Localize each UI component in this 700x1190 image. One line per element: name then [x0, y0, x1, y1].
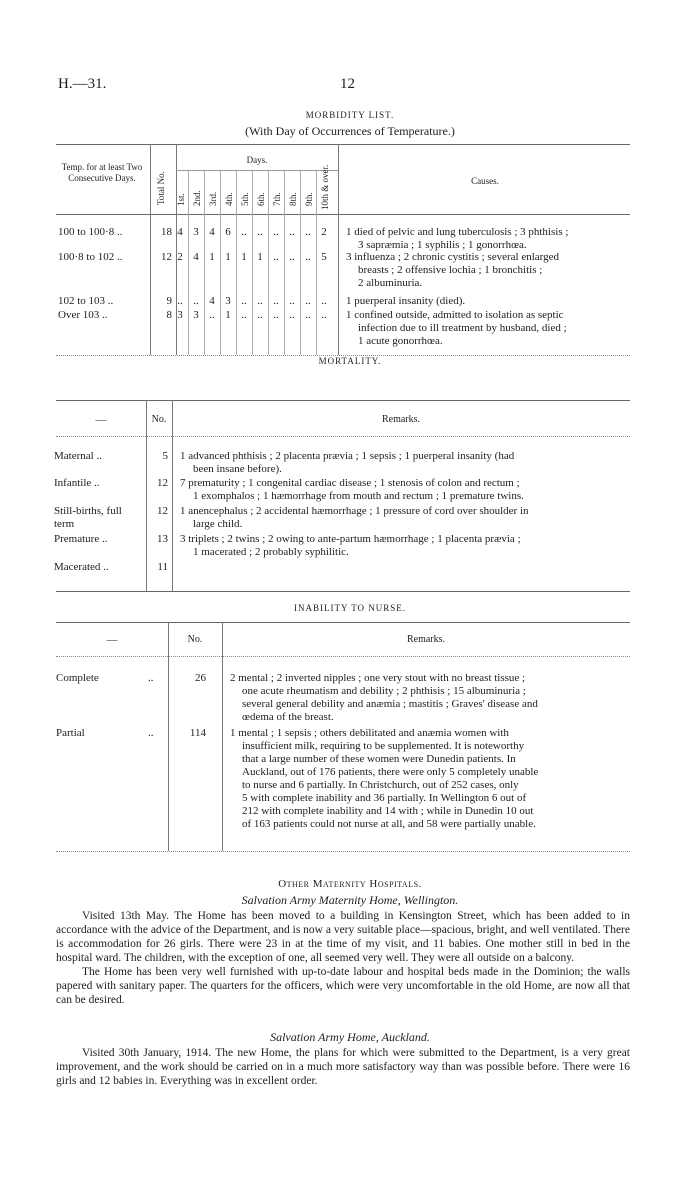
morbidity-day-count: 1 — [225, 251, 231, 263]
wellington-section — [56, 909, 630, 1007]
day-header: 9th. — [304, 192, 314, 206]
morbidity-day-count: 2 — [321, 226, 327, 238]
morbidity-cause-line: 1 acute gonorrhœa. — [358, 335, 443, 347]
morbidity-cause-line: 3 influenza ; 2 chronic cystitis ; several enlarged — [346, 251, 560, 263]
morbidity-day-count: 5 — [321, 251, 327, 263]
morbidity-day-count: 4 — [209, 295, 215, 307]
mortality-remark-line: 1 advanced phthisis ; 2 placenta prævia ; 1 sepsis ; 1 puerperal insanity (had — [180, 450, 515, 462]
day-header: 8th. — [288, 192, 298, 206]
inability-remark-line: œdema of the breast. — [242, 711, 334, 723]
mortality-count: 11 — [157, 561, 168, 573]
morbidity-day-count: 3 — [225, 295, 231, 307]
day-header: 3rd. — [208, 191, 218, 206]
inability-remark-line: 5 with complete inability and 36 partially. In Wellington 6 out of — [242, 792, 527, 804]
causes-column-header: Causes. — [471, 176, 499, 186]
wellington-heading: Salvation Army Maternity Home, Wellington. — [241, 893, 459, 907]
morbidity-day-count: 4 — [209, 226, 215, 238]
inability-remark-line: 1 mental ; 1 sepsis ; others debilitated and anæmia women with — [230, 727, 509, 739]
morbidity-day-count: .. — [241, 309, 247, 321]
morbidity-temp: 102 to 103 .. — [58, 295, 114, 307]
morbidity-day-count: .. — [257, 295, 263, 307]
auckland-paragraph-1: Visited 30th January, 1914. The new Home, the plans for which were submitted to the Department, is a very great improvement, and the work should be carried on in a much more satisfactory way than was possible before. There were 16 girls and 12 babies in. Everything was in excellent order. — [56, 1047, 630, 1087]
temp-column-header: Temp. for at least Two Consecutive Days. — [61, 162, 143, 183]
morbidity-day-count: .. — [289, 226, 295, 238]
mortality-remark-line: 1 anencephalus ; 2 accidental hæmorrhage ; 1 pressure of cord over shoulder in — [180, 505, 529, 517]
morbidity-temp: 100 to 100·8 .. — [58, 226, 123, 238]
inability-no-header: No. — [187, 634, 203, 645]
morbidity-day-count: .. — [273, 295, 279, 307]
inability-category: Partial — [56, 727, 85, 739]
inability-dots: .. — [148, 727, 154, 739]
other-hospitals-title: Other Maternity Hospitals. — [278, 878, 422, 890]
wellington-paragraph-2: The Home has been very well furnished with up-to-date labour and hospital beds made in the Dominion; the walls papered with sanitary paper. The quarters for the officers, which were very uncomfortable in the old Home, are now all that can be desired. — [56, 966, 630, 1006]
morbidity-day-count: .. — [289, 295, 295, 307]
inability-remark-line: of 163 patients could not nurse at all, and 58 were partially unable. — [242, 818, 536, 830]
inability-remark-line: 212 with complete inability and 14 with ; while in Dunedin 10 out — [242, 805, 534, 817]
morbidity-day-count: .. — [257, 309, 263, 321]
morbidity-day-count: 1 — [225, 309, 231, 321]
inability-count: 114 — [189, 727, 206, 739]
morbidity-subtitle: (With Day of Occurrences of Temperature.) — [245, 124, 455, 138]
day-header: 2nd. — [192, 190, 202, 206]
morbidity-day-count: .. — [193, 295, 199, 307]
inability-remark-line: Auckland, out of 176 patients, there were only 5 completely unable — [242, 766, 539, 778]
wellington-paragraph-1: Visited 13th May. The Home has been moved to a building in Kensington Street, which has been added to in accordance with the advice of the Department, and is now a very suitable place—spacious, bright, and well ventilated. There is accommodation for 26 girls. There were 23 in at the time of my visit, and 11 babies. One mother still in bed in the hospital ward. The children, with the exception of one, all seemed very well. They were all outside on a balcony. — [56, 910, 630, 964]
morbidity-day-count: 1 — [257, 251, 263, 263]
inability-remarks-header: Remarks. — [406, 634, 446, 645]
morbidity-cause-line: breasts ; 2 offensive lochia ; 1 bronchitis ; — [358, 264, 543, 276]
table-rule — [56, 144, 630, 145]
morbidity-day-count: .. — [273, 226, 279, 238]
mortality-remark-line: been insane before). — [193, 463, 282, 475]
auckland-section — [56, 1046, 630, 1088]
morbidity-total: 18 — [161, 226, 172, 238]
morbidity-title: MORBIDITY LIST. — [305, 110, 395, 120]
morbidity-day-count: 1 — [241, 251, 247, 263]
day-header: 10th & over. — [320, 164, 330, 210]
morbidity-day-count: .. — [305, 226, 311, 238]
morbidity-day-count: .. — [209, 309, 215, 321]
mortality-category: Maternal .. — [54, 450, 102, 462]
morbidity-day-count: .. — [321, 309, 327, 321]
day-header: 1st. — [176, 193, 186, 206]
day-header: 5th. — [240, 192, 250, 206]
morbidity-day-count: .. — [177, 295, 183, 307]
day-header: 7th. — [272, 192, 282, 206]
morbidity-cause-line: 2 albuminuria. — [358, 277, 423, 289]
morbidity-day-count: .. — [305, 251, 311, 263]
inability-remark-line: to nurse and 6 partially. In Christchurch, out of 252 cases, only — [242, 779, 519, 791]
morbidity-day-count: 4 — [177, 226, 183, 238]
mortality-no-header: No. — [151, 414, 167, 425]
morbidity-cause-line: 3 sapræmia ; 1 syphilis ; 1 gonorrhœa. — [358, 239, 527, 251]
morbidity-day-count: .. — [241, 226, 247, 238]
inability-remark-line: that a large number of these women were Dunedin patients. In — [242, 753, 516, 765]
morbidity-day-count: .. — [321, 295, 327, 307]
inability-remark-line: several general debility and anæmia ; mastitis ; Graves' disease and — [242, 698, 538, 710]
morbidity-cause-line: 1 died of pelvic and lung tuberculosis ; 3 phthisis ; — [346, 226, 569, 238]
inability-blank-header: — — [106, 634, 118, 646]
table-rule — [56, 214, 630, 215]
morbidity-total: 8 — [166, 309, 172, 321]
inability-remark-line: one acute rheumatism and debility ; 2 phthisis ; 15 albuminuria ; — [242, 685, 526, 697]
morbidity-temp: Over 103 .. — [58, 309, 108, 321]
mortality-category: Infantile .. — [54, 477, 100, 489]
mortality-category: Still-births, full term — [54, 505, 122, 530]
mortality-remark-line: 1 macerated ; 2 probably syphilitic. — [193, 546, 349, 558]
morbidity-temp: 100·8 to 102 .. — [58, 251, 123, 263]
mortality-blank-header: — — [95, 414, 107, 426]
total-column-header: Total No. — [156, 171, 166, 205]
mortality-remark-line: 1 exomphalos ; 1 hæmorrhage from mouth and rectum ; 1 premature twins. — [193, 490, 524, 502]
morbidity-day-count: .. — [289, 309, 295, 321]
inability-remark-line: insufficient milk, requiring to be supplemented. It is noteworthy — [242, 740, 525, 752]
inability-category: Complete — [56, 672, 99, 684]
mortality-count: 12 — [157, 505, 168, 517]
morbidity-day-count: .. — [305, 295, 311, 307]
morbidity-cause-line: infection due to ill treatment by husband, died ; — [358, 322, 567, 334]
mortality-count: 13 — [157, 533, 168, 545]
auckland-heading: Salvation Army Home, Auckland. — [270, 1030, 430, 1044]
mortality-category: Macerated .. — [54, 561, 109, 573]
morbidity-day-count: .. — [257, 226, 263, 238]
mortality-count: 12 — [157, 477, 168, 489]
page-number: 12 — [340, 76, 355, 92]
inability-dots: .. — [148, 672, 154, 684]
morbidity-day-count: 3 — [193, 309, 199, 321]
mortality-title: MORTALITY. — [318, 356, 382, 366]
page-reference: H.—31. — [58, 76, 107, 92]
mortality-remarks-header: Remarks. — [381, 414, 421, 425]
morbidity-cause-line: 1 puerperal insanity (died). — [346, 295, 466, 307]
morbidity-day-count: .. — [241, 295, 247, 307]
inability-count: 26 — [195, 672, 206, 684]
morbidity-cause-line: 1 confined outside, admitted to isolation as septic — [346, 309, 564, 321]
day-header: 4th. — [224, 192, 234, 206]
morbidity-day-count: 3 — [193, 226, 199, 238]
mortality-remark-line: 3 triplets ; 2 twins ; 2 owing to ante-partum hæmorrhage ; 1 placenta prævia ; — [180, 533, 521, 545]
morbidity-day-count: 3 — [177, 309, 183, 321]
morbidity-day-count: 6 — [225, 226, 231, 238]
morbidity-total: 9 — [166, 295, 172, 307]
mortality-count: 5 — [162, 450, 168, 462]
morbidity-day-count: 2 — [177, 251, 183, 263]
morbidity-day-count: 4 — [193, 251, 199, 263]
morbidity-day-count: .. — [289, 251, 295, 263]
inability-title: INABILITY TO NURSE. — [293, 603, 407, 613]
days-column-header: Days. — [246, 155, 268, 165]
day-header: 6th. — [256, 192, 266, 206]
morbidity-day-count: .. — [273, 309, 279, 321]
morbidity-day-count: .. — [305, 309, 311, 321]
mortality-remark-line: large child. — [193, 518, 243, 530]
mortality-category: Premature .. — [54, 533, 108, 545]
inability-remark-line: 2 mental ; 2 inverted nipples ; one very stout with no breast tissue ; — [230, 672, 526, 684]
mortality-remark-line: 7 prematurity ; 1 congenital cardiac disease ; 1 stenosis of colon and rectum ; — [180, 477, 520, 489]
morbidity-day-count: 1 — [209, 251, 215, 263]
morbidity-total: 12 — [161, 251, 172, 263]
morbidity-day-count: .. — [273, 251, 279, 263]
